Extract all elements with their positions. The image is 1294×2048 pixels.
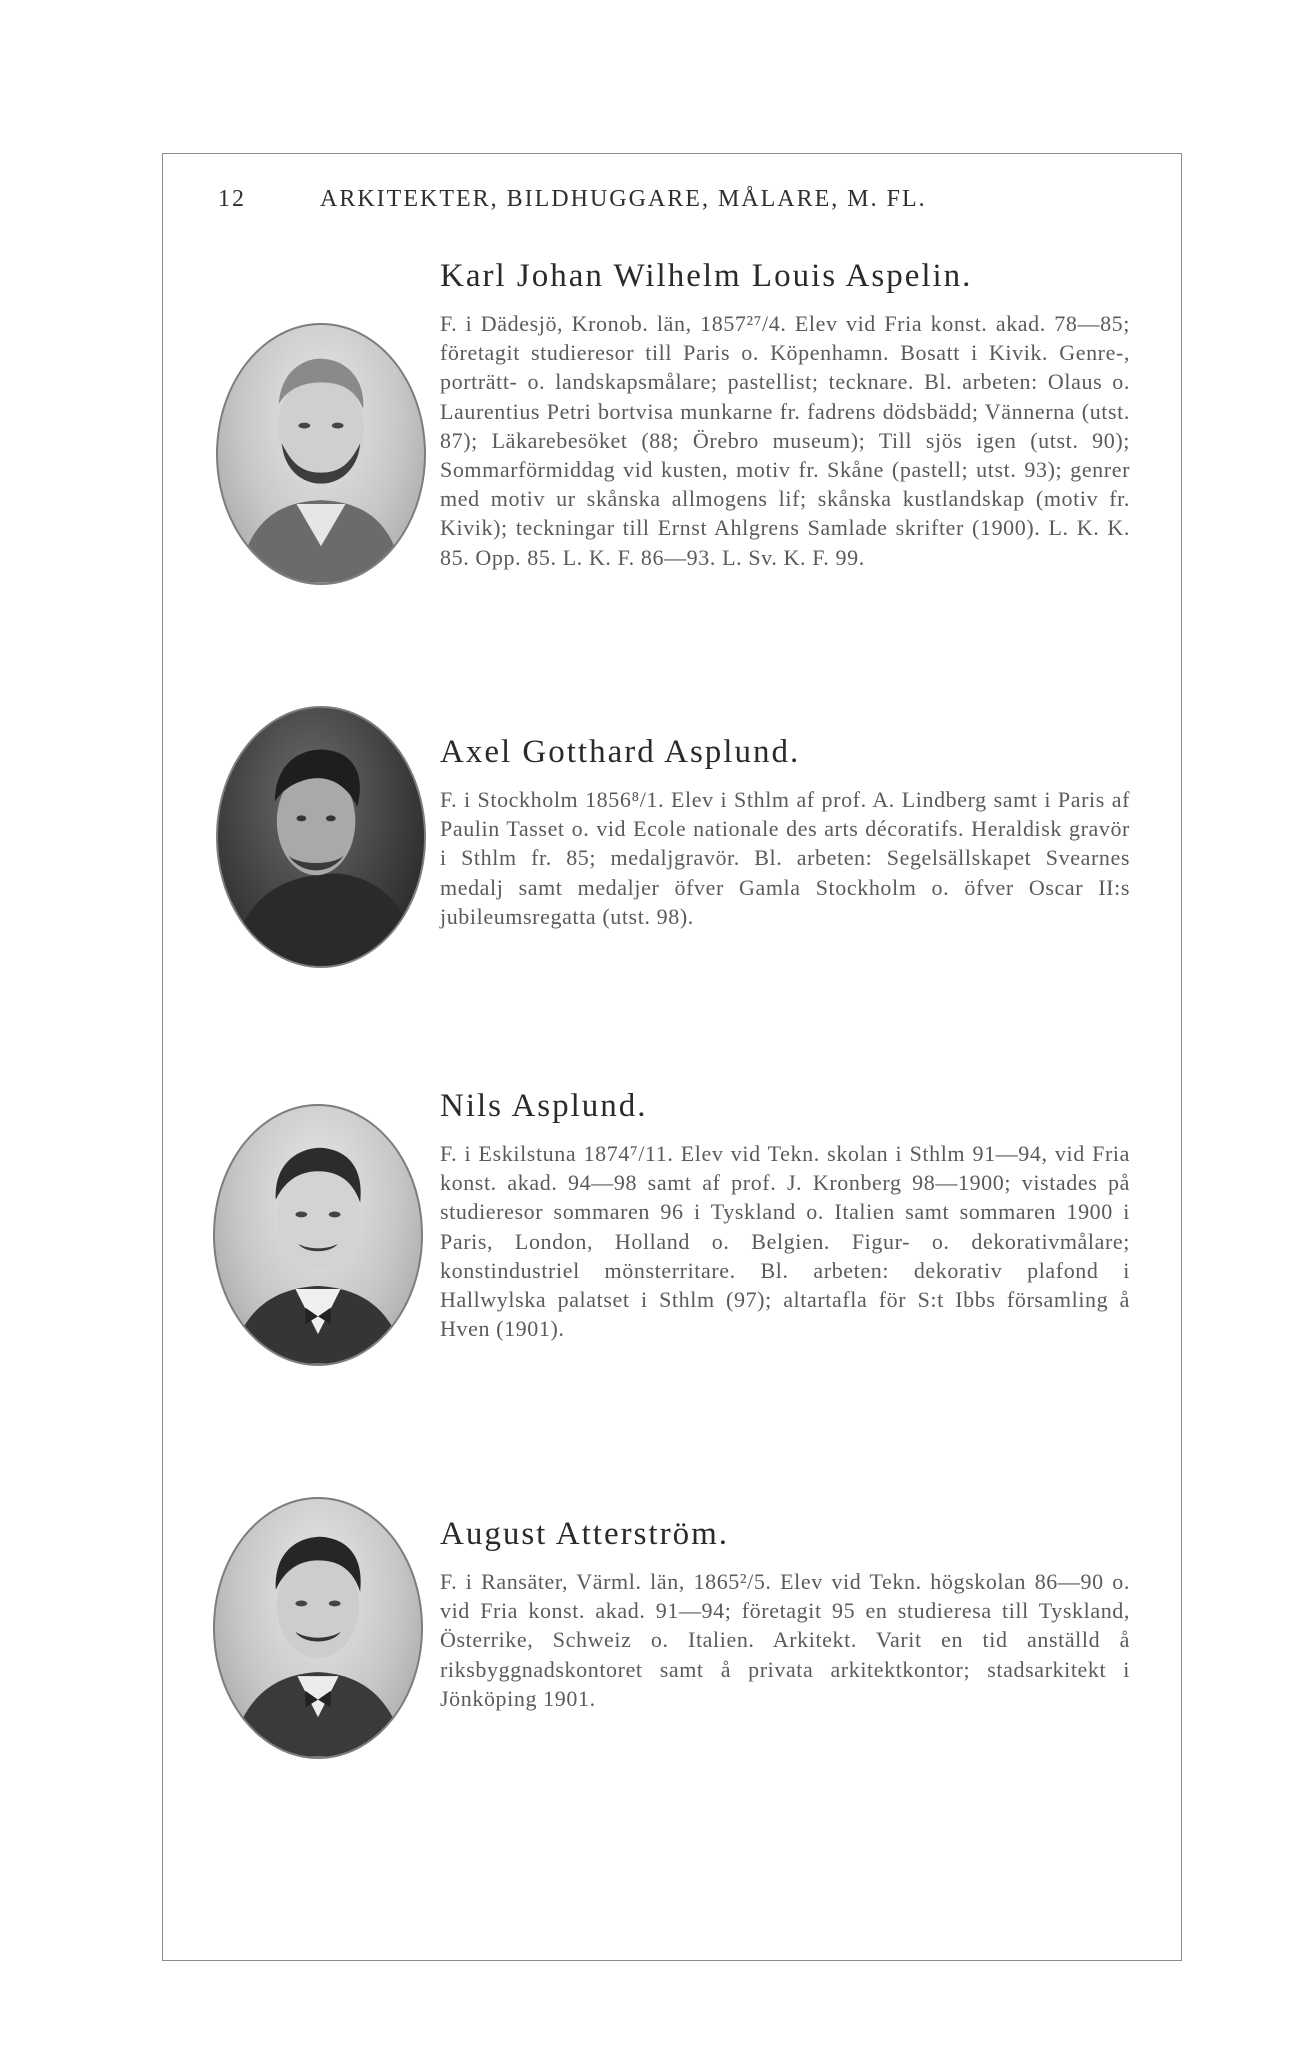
entry-text: F. i Dädesjö, Kronob. län, 1857²⁷/4. Elev vid Fria konst. akad. 78—85; företagit studieresor till Paris o. Köpenhamn. Bosatt i Kivik. Genre-, porträtt- o. landskapsmålare; pastellist; tecknare. Bl. arbeten: Olaus o. Laurentius Petri bortvisa munkarne fr. fadrens dödsbädd; Vännerna (utst. 87); Läkarebesöket (88; Örebro museum); Till sjös igen (utst. 90); Sommarförmiddag vid kusten, motiv fr. Skåne (pastell; utst. 93); genrer med motiv ur skånska allmogens lif; skånska kustlandskap (motiv fr. Kivik); teckningar till Ernst Ahlgrens Samlade skrifter (1900). L. K. K. 85. Opp. 85. L. K. F. 86—93. L. Sv. K. F. 99. bbox=[440, 311, 1130, 570]
entry-axel-asplund bbox=[440, 734, 1130, 931]
entry-text: F. i Ransäter, Värml. län, 1865²/5. Elev vid Tekn. högskolan 86—90 o. vid Fria konst. akad. 91—94; företagit 95 en studieresa till Tyskland, Österrike, Schweiz o. Italien. Arkitekt. Varit en tid anställd å riksbyggnadskontoret samt å privata arkitektkontor; stadsarkitekt i Jönköping 1901. bbox=[440, 1569, 1130, 1711]
portrait-nils-asplund-image bbox=[215, 1106, 421, 1364]
entry-name: Axel Gotthard Asplund. bbox=[440, 734, 801, 770]
portrait-atterstrom bbox=[213, 1497, 423, 1759]
portrait-aspelin-image bbox=[218, 325, 424, 583]
running-head bbox=[218, 186, 1134, 213]
page-number: 12 bbox=[218, 186, 246, 212]
portrait-aspelin bbox=[216, 323, 426, 585]
entry-name: August Atterström. bbox=[440, 1516, 729, 1552]
entry-nils-asplund bbox=[440, 1088, 1130, 1343]
entry-name: Karl Johan Wilhelm Louis Aspelin. bbox=[440, 258, 973, 294]
entry-atterstrom bbox=[440, 1516, 1130, 1713]
portrait-axel-asplund-image bbox=[218, 708, 424, 966]
entry-aspelin bbox=[440, 258, 1130, 572]
entry-name: Nils Asplund. bbox=[440, 1088, 648, 1124]
portrait-nils-asplund bbox=[213, 1104, 423, 1366]
entry-text: F. i Eskilstuna 1874⁷/11. Elev vid Tekn. skolan i Sthlm 91—94, vid Fria konst. akad. 94—98 samt af prof. J. Kronberg 98—1900; vistades på studieresor sommaren 96 i Tyskland o. Italien samt sommaren 1900 i Paris, London, Holland o. Belgien. Figur- o. dekorativmålare; konstindustriel mönsterritare. Bl. arbeten: dekorativ plafond i Hallwylska palatset i Sthlm (97); altartafla för S:t Ibbs församling å Hven (1901). bbox=[440, 1141, 1130, 1342]
entry-text: F. i Stockholm 1856⁸/1. Elev i Sthlm af prof. A. Lindberg samt i Paris af Paulin Tasset o. vid Ecole nationale des arts décoratifs. Heraldisk gravör i Sthlm fr. 85; medaljgravör. Bl. arbeten: Segelsällskapet Svearnes medalj samt medaljer öfver Gamla Stockholm o. öfver Oscar II:s jubileumsregatta (utst. 98). bbox=[440, 787, 1130, 929]
running-title: ARKITEKTER, BILDHUGGARE, MÅLARE, M. FL. bbox=[320, 186, 927, 212]
portrait-axel-asplund bbox=[216, 706, 426, 968]
portrait-atterstrom-image bbox=[215, 1499, 421, 1757]
